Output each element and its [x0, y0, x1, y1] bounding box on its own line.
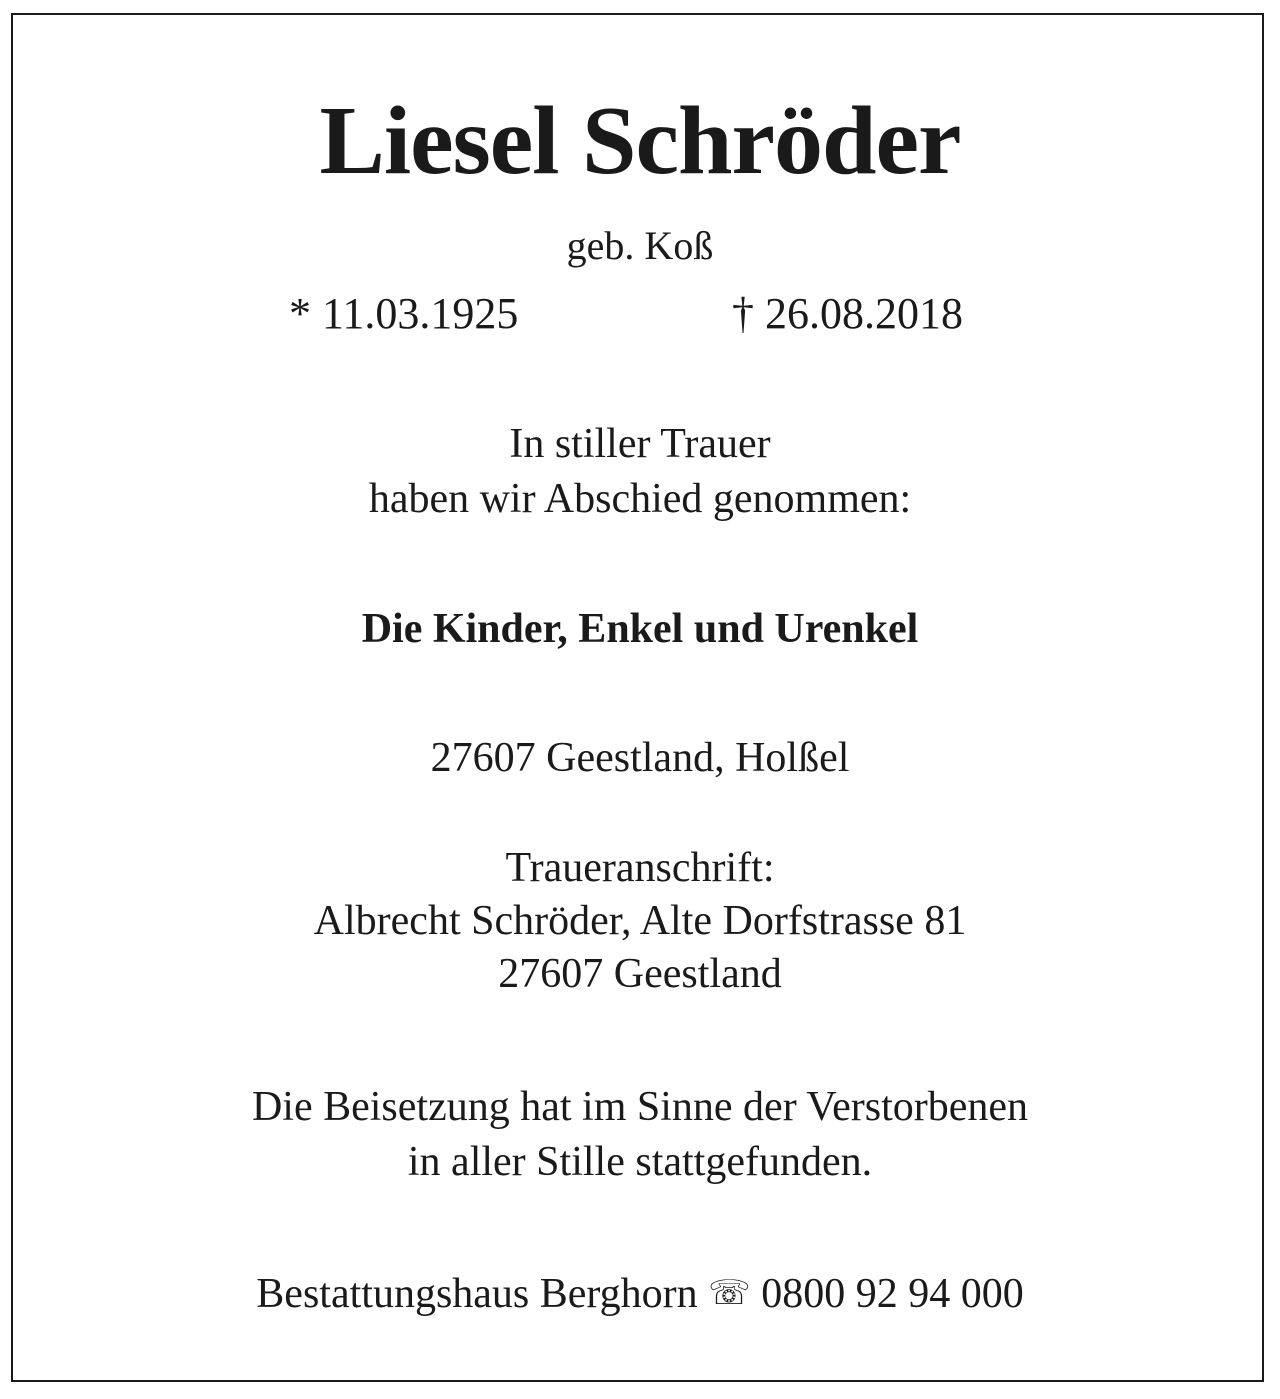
burial-line-2: in aller Stille stattgefunden.	[407, 1139, 873, 1185]
address-heading: Traueranschrift:	[505, 845, 775, 891]
telephone-icon: ☏	[708, 1273, 751, 1313]
undertaker-name: Bestattungshaus Berghorn	[256, 1271, 698, 1317]
undertaker-line	[0, 1273, 1280, 1315]
mourners: Die Kinder, Enkel und Urenkel	[361, 606, 919, 652]
phone-number: 0800 92 94 000	[761, 1271, 1024, 1317]
burial-line-1: Die Beisetzung hat im Sinne der Verstorbenen	[251, 1084, 1029, 1130]
place: 27607 Geestland, Holßel	[430, 735, 850, 781]
mourning-line-1: In stiller Trauer	[509, 421, 771, 467]
address-line-2: 27607 Geestland	[498, 951, 782, 997]
maiden-name: geb. Koß	[566, 223, 714, 268]
mourning-line-2: haben wir Abschied genommen:	[368, 476, 912, 522]
birth-date: * 11.03.1925	[289, 289, 519, 338]
address-line-1: Albrecht Schröder, Alte Dorfstrasse 81	[313, 898, 967, 944]
deceased-name: Liesel Schröder	[319, 87, 961, 195]
death-date: † 26.08.2018	[732, 289, 963, 338]
